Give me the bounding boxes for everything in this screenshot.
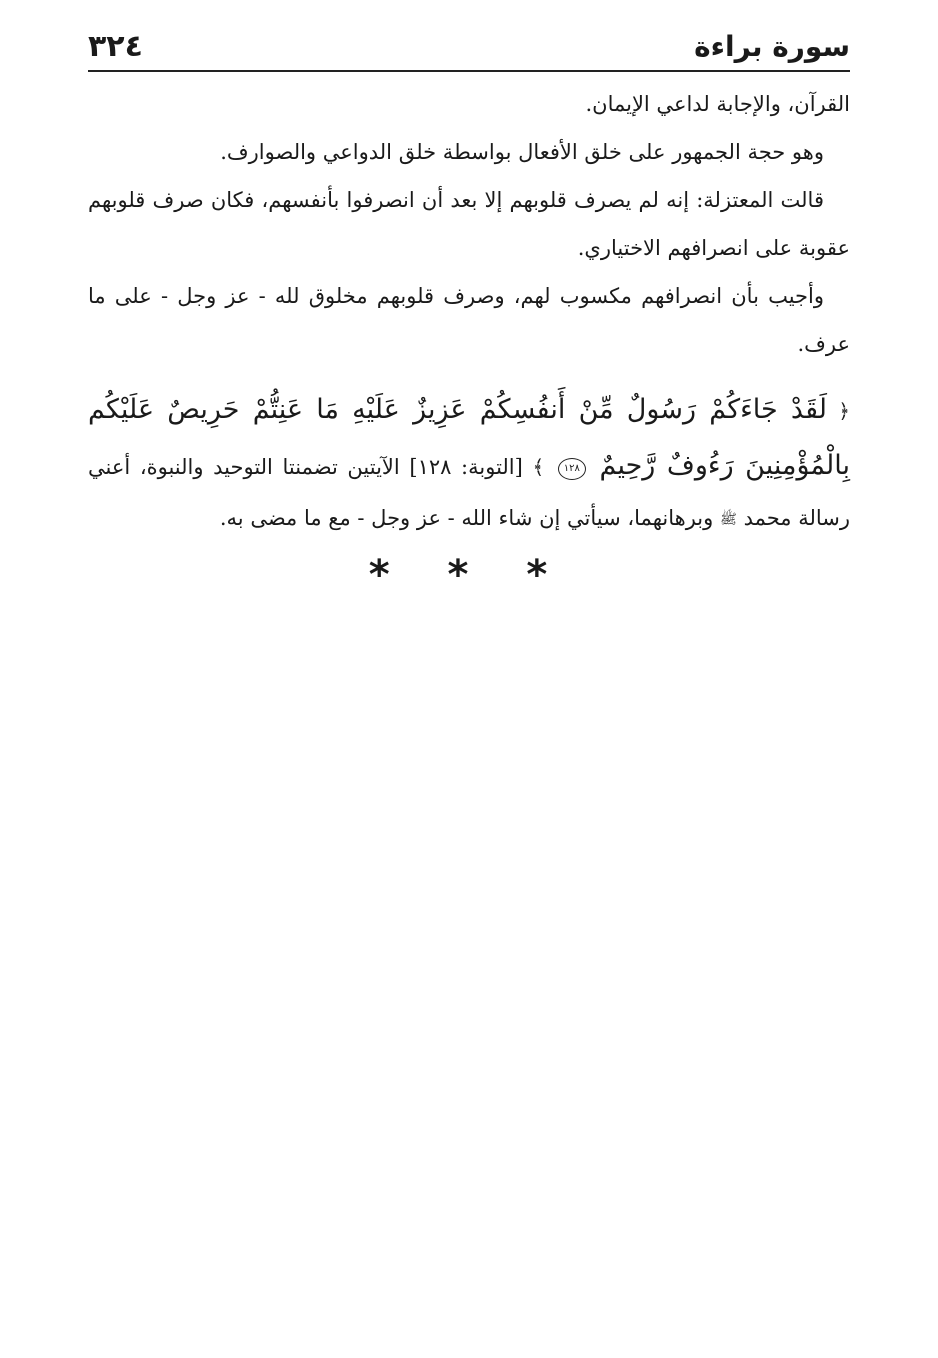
surah-title: سورة براءة [694,29,850,63]
verse-commentary-part-2: وبرهانهما، سيأتي إن شاء الله - عز وجل - مع ما مضى به. [219,506,714,530]
verse-close-bracket: ﴾ [532,455,545,479]
verse-open-bracket: ﴿ [838,399,850,423]
verse-block [88,382,850,544]
quran-verse: لَقَدْ جَاءَكُمْ رَسُولٌ مِّنْ أَنفُسِكُمْ عَزِيزٌ عَلَيْهِ مَا عَنِتُّمْ حَرِيصٌ عَلَيْكُم بِالْمُؤْمِنِينَ رَءُوفٌ رَّحِيمٌ [88,394,850,481]
paragraph-3: قالت المعتزلة: إنه لم يصرف قلوبهم إلا بعد أن انصرفوا بأنفسهم، فكان صرف قلوبهم عقوبة على انصرافهم الاختياري. [88,188,850,260]
paragraph-1: القرآن، والإجابة لداعي الإيمان. [585,92,850,116]
page-body [88,80,850,544]
salawat-symbol: ﷺ [719,511,737,528]
page-header [88,22,850,72]
paragraph-4: وأجيب بأن انصرافهم مكسوب لهم، وصرف قلوبهم مخلوق لله - عز وجل - على ما عرف. [88,284,850,356]
verse-citation: [التوبة: ١٢٨] [409,455,523,479]
verse-commentary-part-1: الآيتين تضمنتا التوحيد والنبوة، أعني رسالة محمد [88,455,850,530]
ayah-number-marker: ١٢٨ [558,458,586,480]
page-number: ٣٢٤ [88,28,143,64]
section-divider: * * * [368,552,570,598]
paragraph-2: وهو حجة الجمهور على خلق الأفعال بواسطة خلق الدواعي والصوارف. [220,140,824,164]
